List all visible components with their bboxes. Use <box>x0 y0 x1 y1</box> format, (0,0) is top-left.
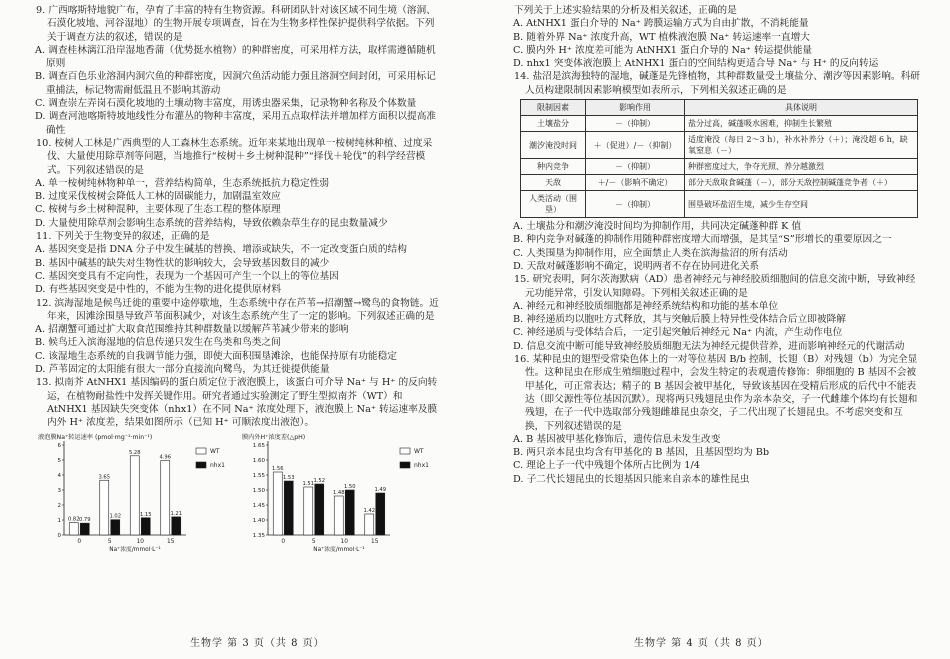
legend-label: WT <box>210 447 220 455</box>
data-label: 1.49 <box>374 486 387 493</box>
data-label: 0.79 <box>78 516 91 523</box>
data-label: 0.82 <box>67 516 80 523</box>
wt-bar <box>304 487 313 535</box>
table-header-row <box>521 100 918 116</box>
y-tick-label: 6 <box>57 442 61 449</box>
table-cell: －（抑制） <box>586 159 685 175</box>
option-d: D. 芦苇固定的太阳能有很大一部分直接流向鹭鸟，为其迁徙提供能量 <box>35 364 330 376</box>
option-a: A. 基因突变是指 DNA 分子中发生碱基的替换、增添或缺失，不一定改变蛋白质的结构 <box>35 244 407 256</box>
option-c: C. 调查崇左弄岗石漠化坡地的土壤动物丰富度，用诱虫器采集，记录物种名称及个体数量 <box>35 98 417 110</box>
y-tick-label: 1.45 <box>252 502 265 509</box>
question-10 <box>36 137 442 230</box>
x-axis-label: Na⁺浓度/mmol·L⁻¹ <box>109 546 161 553</box>
option-d: D. 调查河池喀斯特坡地线性分布灌丛的物种丰富度，采用五点取样法并增加样方面积以提高准确性 <box>35 111 437 136</box>
option-c: C. 人类围垦为抑制作用，应全面禁止人类在滨海盐沼的所有活动 <box>513 247 788 259</box>
wt-bar <box>100 480 109 535</box>
question-stem: 16. 某种昆虫的翅型受常染色体上的一对等位基因 B/b 控制，长翅（B）对残翅（b）为完全显性。这种昆虫在形成生殖细胞过程中，会发生特定的表观遗传修饰：卵细胞的 B 基因不会被甲基化，可正常表达；精子的 B 基因会被甲基化，导致该基因在受精后形成的后代中不能表达（即父源性等位基因沉默）。现将两只残翅昆虫作为亲本杂交，子一代雌雄个体均有长翅和残翅，在子一代中选取部分残翅雌雄昆虫杂交，子二代出现了长翅昆虫。不考虑突变和互换，下列叙述错误的是 <box>514 354 918 432</box>
option-a: A. 招潮蟹可通过扩大取食范围维持其种群数量以缓解芦苇减少带来的影响 <box>35 324 349 336</box>
table-header: 限制因素 <box>521 100 586 116</box>
question-stem: 下列关于上述实验结果的分析及相关叙述，正确的是 <box>514 5 737 16</box>
option-b: B. 随着外界 Na⁺ 浓度升高，WT 植株液泡膜 Na⁺ 转运速率一直增大 <box>513 31 810 43</box>
y-tick-label: 2 <box>57 502 61 509</box>
limiting-factors-table <box>520 99 918 218</box>
option-d: D. 信息交流中断可能导致神经胶质细胞无法为神经元提供营养，进而影响神经元的代谢活动 <box>513 340 905 352</box>
x-tick-label: 10 <box>340 538 348 545</box>
table-header: 影响作用 <box>586 100 685 116</box>
table-cell: 天敌 <box>521 175 586 191</box>
option-c: C. 理论上子一代中残翅个体所占比例为 1/4 <box>513 460 700 472</box>
table-row <box>521 175 918 191</box>
data-label: 1.52 <box>313 477 326 484</box>
y-tick-label: 1.35 <box>252 532 265 539</box>
table-cell: －（抑制） <box>586 191 685 218</box>
option-c: C. 基因突变具有不定向性，表现为一个基因可产生一个以上的等位基因 <box>35 270 339 282</box>
table-row <box>521 159 918 175</box>
table-cell: 适度淹没（每日 2～3 h），补水补养分（＋）；淹没超 6 h，缺氧窒息（－） <box>685 132 918 159</box>
right-page-column <box>514 4 922 486</box>
option-a: A. 神经元和神经胶质细胞都是神经系统结构和功能的基本单位 <box>513 300 779 312</box>
figure-charts <box>36 431 442 553</box>
question-11 <box>36 230 442 296</box>
x-tick-label: 0 <box>77 538 82 545</box>
question-16 <box>514 353 922 486</box>
y-tick-label: 1.55 <box>252 472 265 479</box>
question-13-continued <box>514 4 922 70</box>
data-label: 1.42 <box>363 507 376 514</box>
legend-swatch <box>196 462 206 468</box>
wt-bar <box>161 460 170 534</box>
option-d: D. 子二代长翅昆虫的长翅基因只能来自亲本的雄性昆虫 <box>513 473 750 485</box>
option-c: C. 该湿地生态系统的自我调节能力强，即使大面积围垦滩涂，也能保持原有功能稳定 <box>35 350 397 362</box>
table-cell: 部分天敌取食碱蓬（－），部分天敌控制碱蓬竞争者（＋） <box>685 175 918 191</box>
page-footer-left: 生物学 第 3 页（共 8 页） <box>190 638 325 649</box>
legend-swatch <box>400 448 410 454</box>
y-tick-label: 4 <box>57 472 61 479</box>
option-b: B. 两只亲本昆虫均含有甲基化的 B 基因，且基因型均为 Bb <box>513 447 770 459</box>
y-tick-label: 1.50 <box>252 487 265 494</box>
wt-bar <box>334 496 343 535</box>
option-b: B. 过度采伐桉树会降低人工林的固碳能力，加剧温室效应 <box>35 191 281 203</box>
table-cell: 盐分过高，碱蓬吸水困难，抑制生长繁殖 <box>685 116 918 132</box>
table-cell: 土壤盐分 <box>521 116 586 132</box>
data-label: 1.56 <box>271 465 284 472</box>
x-tick-label: 15 <box>167 538 175 545</box>
option-c: C. 桉树与乡土树种混种，主要体现了生态工程的整体原理 <box>35 204 281 216</box>
option-d: D. 大量使用除草剂会影响生态系统的营养结构，导致依赖杂草生存的昆虫数量减少 <box>35 217 388 229</box>
data-label: 1.53 <box>282 474 295 481</box>
question-stem: 10. 桉树人工林是广西典型的人工森林生态系统。近年来某地出现单一桉树纯林种植、过度采伐、大量使用除草剂等问题，当地推行“桉树＋乡土树种混种”“择伐＋轮伐”的科学经营模式。下列叙述错误的是 <box>36 137 433 176</box>
chart-title: 膜内外H⁺浓度差(△pH) <box>242 433 306 441</box>
x-tick-label: 10 <box>136 538 144 545</box>
table-header: 具体说明 <box>685 100 918 116</box>
y-tick-label: 3 <box>57 487 61 494</box>
option-a: A. B 基因被甲基化修饰后，遗传信息未发生改变 <box>513 433 721 445</box>
question-12 <box>36 297 442 377</box>
table-cell: 种内竞争 <box>521 159 586 175</box>
option-b: B. 种内竞争对碱蓬的抑制作用随种群密度增大而增强，是其呈“S”形增长的重要原因之一 <box>513 234 892 246</box>
wt-bar <box>69 522 78 534</box>
chart-na-transport-rate <box>36 431 236 553</box>
option-b: B. 候鸟迁入滨海湿地的信息传递只发生在鸟类和鸟类之间 <box>35 337 281 349</box>
table-row <box>521 132 918 159</box>
question-stem: 9. 广西喀斯特地貌广布，孕育了丰富的特有生物资源。科研团队针对该区域不同生境（溶洞、石漠化坡地、河谷湿地）的生物开展专项调查，旨在为生物多样性保护提供科学依据。下列关于调查方法的叙述，错误的是 <box>36 5 436 43</box>
page-footer-right: 生物学 第 4 页（共 8 页） <box>634 638 769 649</box>
option-a: A. AtNHX1 蛋白介导的 Na⁺ 跨膜运输方式为自由扩散，不消耗能量 <box>513 18 809 30</box>
legend-label: nhx1 <box>210 461 225 469</box>
question-9 <box>36 4 442 137</box>
data-label: 1.48 <box>332 489 345 496</box>
option-b: B. 调查百色乐业溶洞内洞穴鱼的种群密度，因洞穴鱼活动能力强且溶洞空间封闭，可采用标记重捕法，标记物需耐低温且不影响其游动 <box>35 71 436 96</box>
option-b: B. 神经递质均以胞吐方式释放，其与突触后膜上特异性受体结合后立即被降解 <box>513 314 846 326</box>
table-row <box>521 191 918 218</box>
table-row <box>521 116 918 132</box>
question-stem: 11. 下列关于生物变异的叙述，正确的是 <box>36 231 210 243</box>
data-label: 3.65 <box>98 473 111 480</box>
data-label: 1.02 <box>109 513 122 520</box>
data-label: 1.51 <box>302 480 315 487</box>
option-c: C. 膜内外 H⁺ 浓度差可能为 AtNHX1 蛋白介导的 Na⁺ 转运提供能量 <box>513 44 813 56</box>
question-stem: 12. 滨海湿地是候鸟迁徙的重要中途停歇地，生态系统中存在芦苇→招潮蟹→鹭鸟的食物链。近年来，因滩涂围垦导致芦苇面积减少，对该生态系统产生了一定的影响。下列叙述正确的是 <box>36 297 439 322</box>
legend-swatch <box>400 462 410 468</box>
question-14 <box>514 70 922 273</box>
chart-title: 液泡膜Na⁺转运速率 (pmol·mg⁻¹·min⁻¹) <box>38 433 153 441</box>
question-stem: 14. 盐沼是滨海独特的湿地，碱蓬是先锋植物，其种群数量受土壤盐分、潮汐等因素影响。科研人员构建限制因素影响模型如表所示，下列相关叙述正确的是 <box>514 71 920 96</box>
table-cell: 人类活动（围垦） <box>521 191 586 218</box>
table-cell: 围垦破坏盐沼生境，减少生存空间 <box>685 191 918 218</box>
table-cell: 潮汐淹没时间 <box>521 132 586 159</box>
legend-swatch <box>196 448 206 454</box>
nhx1-bar <box>80 523 89 535</box>
option-b: B. 基因中碱基的缺失对生物性状的影响较大，会导致基因数目的减少 <box>35 257 330 269</box>
x-axis-label: Na⁺浓度/mmol·L⁻¹ <box>313 546 365 553</box>
wt-bar <box>365 514 374 535</box>
data-label: 1.21 <box>170 510 183 517</box>
y-tick-label: 1 <box>57 517 61 524</box>
option-d: D. nhx1 突变体液泡膜上 AtNHX1 蛋白的空间结构更适合导 Na⁺ 与 H⁺ 的反向转运 <box>513 58 879 70</box>
question-stem: 15. 研究表明，阿尔茨海默病（AD）患者神经元与神经胶质细胞间的信息交流中断，导致神经元功能异常，引发认知障碍。下列相关叙述正确的是 <box>514 274 916 299</box>
table-cell: ＋/－（影响不确定） <box>586 175 685 191</box>
left-page-column <box>36 4 442 553</box>
question-stem: 13. 拟南芥 AtNHX1 基因编码的蛋白质定位于液泡膜上，该蛋白可介导 Na⁺ 与 H⁺ 的反向转运，在植物耐盐性中发挥关键作用。研究者通过实验测定了野生型拟南芥（WT）和 AtNHX1 基因缺失突变体（nhx1）在不同 Na⁺ 浓度处理下，液泡膜上 Na⁺ 转运速率及膜内外 H⁺ 浓度差，结果如图所示（已知 H⁺ 可顺浓度出液泡）。 <box>36 377 438 429</box>
x-tick-label: 5 <box>107 538 112 545</box>
y-tick-label: 1.65 <box>252 442 265 449</box>
table-cell: 种群密度过大，争夺光照、养分越激烈 <box>685 159 918 175</box>
y-tick-label: 5 <box>57 457 61 464</box>
table-cell: ＋（促进）/－（抑制） <box>586 132 685 159</box>
wt-bar <box>130 455 139 534</box>
y-tick-label: 0 <box>57 532 61 539</box>
legend-label: WT <box>414 447 424 455</box>
data-label: 5.28 <box>128 449 141 456</box>
nhx1-bar <box>284 481 293 535</box>
option-a: A. 调查桂林漓江沿岸湿地香蒲（优势挺水植物）的种群密度，可采用样方法，取样需遵循随机原则 <box>35 44 436 70</box>
option-a: A. 土壤盐分和潮汐淹没时间均为抑制作用，共同决定碱蓬种群 K 值 <box>513 221 802 233</box>
nhx1-bar <box>141 517 150 534</box>
table-cell: －（抑制） <box>586 116 685 132</box>
legend-label: nhx1 <box>414 461 429 469</box>
y-tick-label: 1.40 <box>252 517 265 524</box>
question-13 <box>36 376 442 429</box>
data-label: 1.15 <box>139 511 152 518</box>
wt-bar <box>273 472 282 535</box>
option-d: D. 天敌对碱蓬影响不确定，说明两者不存在协同进化关系 <box>513 260 760 272</box>
nhx1-bar <box>172 516 181 534</box>
data-label: 1.50 <box>343 483 356 490</box>
question-15 <box>514 273 922 353</box>
nhx1-bar <box>345 490 354 535</box>
option-a: A. 单一桉树纯林物种单一，营养结构简单，生态系统抵抗力稳定性弱 <box>35 177 330 189</box>
nhx1-bar <box>315 484 324 535</box>
nhx1-bar <box>111 519 120 534</box>
x-tick-label: 15 <box>371 538 379 545</box>
data-label: 4.96 <box>159 454 172 461</box>
option-d: D. 有些基因突变是中性的，不能为生物的进化提供原材料 <box>35 284 282 296</box>
chart-h-concentration-diff <box>240 431 440 553</box>
x-tick-label: 5 <box>311 538 316 545</box>
x-tick-label: 0 <box>281 538 286 545</box>
option-c: C. 神经递质与受体结合后，一定引起突触后神经元 Na⁺ 内流，产生动作电位 <box>513 327 843 339</box>
y-tick-label: 1.60 <box>252 457 265 464</box>
nhx1-bar <box>376 493 385 535</box>
